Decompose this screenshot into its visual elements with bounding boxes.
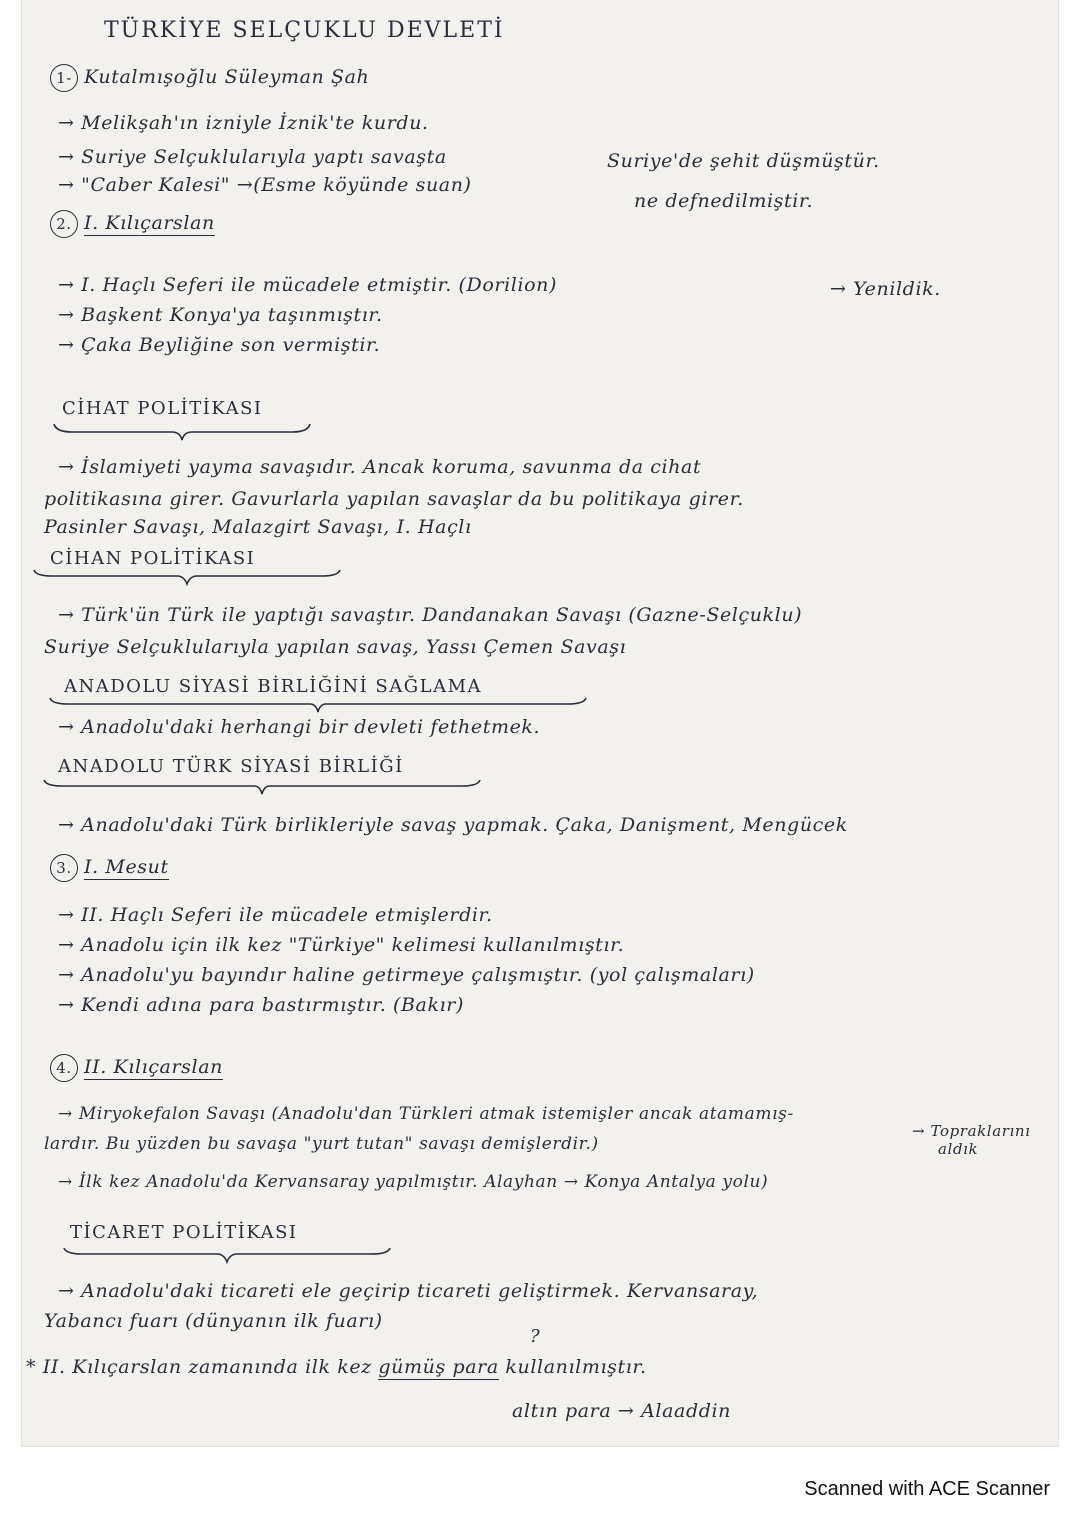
note-line: → Anadolu'yu bayındır haline getirmeye çalışmıştır. (yol çalışmaları): [58, 964, 755, 986]
note-line: Suriye'de şehit düşmüştür.: [607, 150, 880, 172]
note-line: → Anadolu'daki herhangi bir devleti fethetmek.: [58, 716, 541, 738]
heading-cihan: CİHAN POLİTİKASI: [50, 548, 256, 569]
final-note-part: kullanılmıştır.: [505, 1356, 647, 1378]
underline-brace: [52, 420, 312, 442]
note-line: → Suriye Selçuklularıyla yaptı savaşta: [58, 146, 447, 168]
note-line: ne defnedilmiştir.: [634, 190, 814, 212]
note-line: → Kendi adına para bastırmıştır. (Bakır): [58, 994, 464, 1016]
note-line: lardır. Bu yüzden bu savaşa "yurt tutan" savaşı demişlerdir.): [44, 1134, 599, 1154]
note-line: → Yenildik.: [830, 278, 941, 300]
section-2-header: [50, 210, 215, 238]
note-line: Pasinler Savaşı, Malazgirt Savaşı, I. Haçlı: [44, 516, 472, 538]
section-number: 2.: [50, 210, 78, 238]
section-title: II. Kılıçarslan: [84, 1056, 223, 1078]
section-4-header: [50, 1054, 223, 1082]
note-line: → I. Haçlı Seferi ile mücadele etmiştir. (Dorilion): [58, 274, 558, 296]
note-line: → Türk'ün Türk ile yaptığı savaştır. Dandanakan Savaşı (Gazne-Selçuklu): [58, 604, 803, 626]
note-line: → Anadolu'daki Türk birlikleriyle savaş yapmak. Çaka, Danişment, Mengücek: [58, 814, 848, 836]
heading-cihat: CİHAT POLİTİKASI: [62, 398, 263, 419]
note-line: → Anadolu için ilk kez "Türkiye" kelimesi kullanılmıştır.: [58, 934, 625, 956]
note-line: → "Caber Kalesi" →(Esme köyünde suan): [58, 174, 472, 196]
note-line: → Çaka Beyliğine son vermiştir.: [58, 334, 381, 356]
side-note: → Topraklarını: [912, 1122, 1031, 1140]
section-number: 4.: [50, 1054, 78, 1082]
note-line: politikasına girer. Gavurlarla yapılan savaşlar da bu politikaya girer.: [44, 488, 744, 510]
note-line: Suriye Selçuklularıyla yapılan savaş, Yassı Çemen Savaşı: [44, 636, 627, 658]
note-line: → II. Haçlı Seferi ile mücadele etmişlerdir.: [58, 904, 493, 926]
underline-brace: [32, 566, 342, 586]
note-line: → İlk kez Anadolu'da Kervansaray yapılmıştır. Alayhan → Konya Antalya yolu): [58, 1172, 769, 1192]
section-title: I. Kılıçarslan: [84, 212, 215, 234]
heading-anadolu-turk-siyasi-birligi: ANADOLU TÜRK SİYASİ BİRLİĞİ: [58, 756, 404, 777]
section-3-header: [50, 854, 169, 882]
note-line: → Başkent Konya'ya taşınmıştır.: [58, 304, 383, 326]
section-title: Kutalmışoğlu Süleyman Şah: [84, 66, 370, 88]
underline-brace: [62, 1244, 392, 1264]
note-line: → Melikşah'ın izniyle İznik'te kurdu.: [58, 112, 429, 134]
section-number: 1-: [50, 64, 78, 92]
note-line: → Miryokefalon Savaşı (Anadolu'dan Türkleri atmak istemişler ancak atamamış-: [58, 1104, 794, 1124]
note-line: [26, 1356, 647, 1378]
final-note-part: * II. Kılıçarslan zamanında ilk kez: [26, 1356, 372, 1378]
note-line: → Anadolu'daki ticareti ele geçirip ticareti geliştirmek. Kervansaray,: [58, 1280, 759, 1302]
question-mark: ?: [530, 1326, 541, 1347]
underline-brace: [48, 694, 588, 714]
page-title: TÜRKİYE SELÇUKLU DEVLETİ: [104, 18, 505, 43]
section-number: 3.: [50, 854, 78, 882]
note-line: Yabancı fuarı (dünyanın ilk fuarı): [44, 1310, 383, 1332]
section-title: I. Mesut: [84, 856, 169, 878]
notebook-page: [22, 0, 1058, 1446]
heading-ticaret: TİCARET POLİTİKASI: [70, 1222, 298, 1243]
final-note-emphasis: gümüş para: [378, 1356, 499, 1378]
section-1-header: [50, 64, 369, 92]
note-line: altın para → Alaaddin: [512, 1400, 731, 1422]
side-note: aldık: [938, 1140, 979, 1158]
heading-anadolu-siyasi-birligi: ANADOLU SİYASİ BİRLİĞİNİ SAĞLAMA: [64, 676, 483, 697]
note-line: → İslamiyeti yayma savaşıdır. Ancak koruma, savunma da cihat: [58, 456, 702, 478]
scanner-watermark: Scanned with ACE Scanner: [804, 1478, 1050, 1500]
underline-brace: [42, 776, 482, 796]
